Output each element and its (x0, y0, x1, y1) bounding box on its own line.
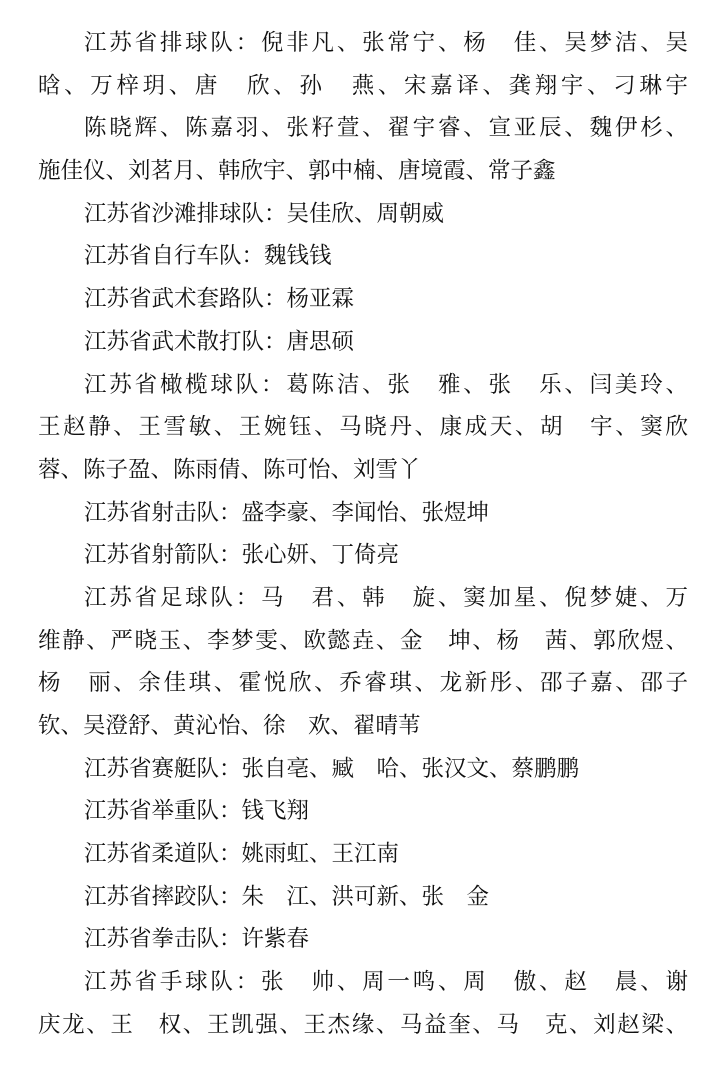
text-line: 江苏省射箭队：张心妍、丁倚亮 (84, 542, 400, 569)
text-line: 江苏省射击队：盛李豪、李闻怡、张煜坤 (84, 499, 490, 526)
text-line: 江苏省柔道队：姚雨虹、王江南 (84, 841, 400, 868)
text-line: 蓉、陈子盈、陈雨倩、陈可怡、刘雪丫 (38, 456, 421, 483)
text-line: 杨 丽、余佳琪、霍悦欣、乔睿琪、龙新彤、邵子嘉、邵子 (38, 670, 688, 697)
text-line: 江苏省拳击队：许紫春 (84, 926, 310, 953)
text-line: 陈晓辉、陈嘉羽、张籽萱、翟宇睿、宣亚辰、魏伊杉、 (84, 115, 688, 142)
text-line: 江苏省举重队：钱飞翔 (84, 798, 310, 825)
text-line: 江苏省沙滩排球队：吴佳欣、周朝威 (84, 200, 445, 227)
text-line: 王赵静、王雪敏、王婉钰、马晓丹、康成天、胡 宇、窦欣 (38, 414, 688, 441)
text-line: 江苏省摔跤队：朱 江、洪可新、张 金 (84, 883, 490, 910)
text-line: 施佳仪、刘茗月、韩欣宇、郭中楠、唐境霞、常子鑫 (38, 158, 556, 185)
text-line: 江苏省武术套路队：杨亚霖 (84, 286, 355, 313)
text-line: 江苏省足球队：马 君、韩 旋、窦加星、倪梦婕、万 (84, 584, 688, 611)
text-line: 江苏省赛艇队：张自亳、臧 哈、张汉文、蔡鹏鹏 (84, 755, 580, 782)
text-line: 钦、吴澄舒、黄沁怡、徐 欢、翟晴苇 (38, 713, 421, 739)
text-line: 维静、严晓玉、李梦雯、欧懿垚、金 坤、杨 茜、郭欣煜、 (38, 627, 688, 654)
text-line: 江苏省橄榄球队：葛陈洁、张 雅、张 乐、闫美玲、 (84, 371, 688, 398)
text-line: 庆龙、王 权、王凯强、王杰缘、马益奎、马 克、刘赵梁、 (38, 1011, 688, 1038)
document-page (38, 22, 688, 1047)
text-line: 江苏省武术散打队：唐思硕 (84, 328, 355, 355)
text-line: 晗、万梓玥、唐 欣、孙 燕、宋嘉译、龚翔宇、刁琳宇 (38, 72, 688, 99)
text-line: 江苏省自行车队：魏钱钱 (84, 243, 332, 270)
text-line: 江苏省手球队：张 帅、周一鸣、周 傲、赵 晨、谢 (84, 969, 688, 996)
text-line: 江苏省排球队：倪非凡、张常宁、杨 佳、吴梦洁、吴 (84, 30, 688, 56)
